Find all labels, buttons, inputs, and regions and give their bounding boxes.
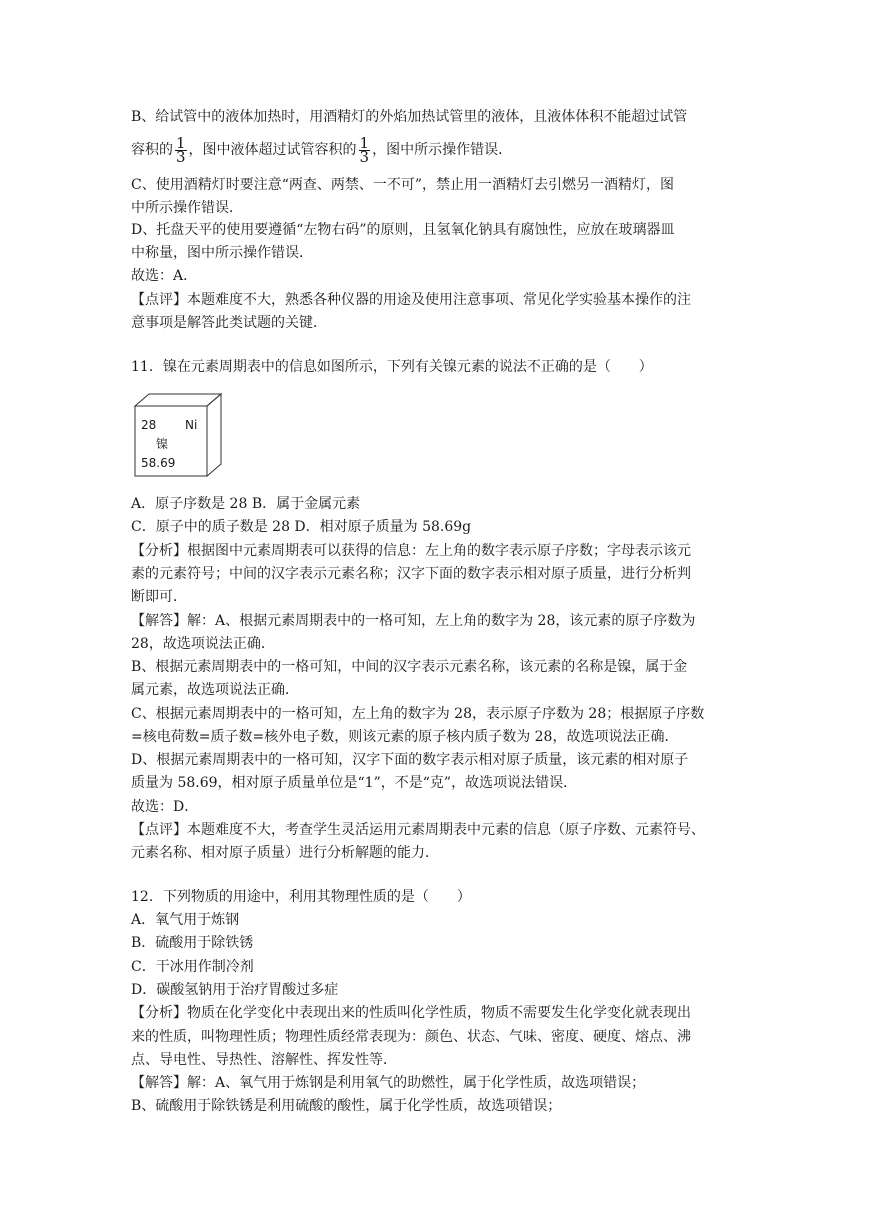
text-line: =核电荷数=质子数=核外电子数，则该元素的原子核内质子数为 28，故选项说法正确． — [131, 729, 679, 745]
option-line: D．碳酸氢钠用于治疗胃酸过多症 — [131, 982, 339, 998]
fraction-numerator: 1 — [176, 133, 186, 152]
option-line: C．干冰用作制冷剂 — [131, 959, 254, 975]
fraction-one-third — [175, 133, 187, 166]
text-line-with-fractions — [131, 133, 751, 166]
text-segment: 容积的 — [131, 142, 173, 158]
text-line: 中称量，图中所示操作错误． — [131, 245, 313, 261]
fraction-numerator: 1 — [359, 133, 370, 152]
atomic-number: 28 — [141, 418, 157, 432]
text-line: 【解答】解：A、根据元素周期表中的一格可知，左上角的数字为 28，该元素的原子序数为 — [131, 613, 696, 629]
text-line: B、根据元素周期表中的一格可知，中间的汉字表示元素名称，该元素的名称是镍，属于金 — [131, 659, 688, 675]
text-line: 元素名称、相对原子质量）进行分析解题的能力． — [131, 845, 439, 861]
text-line: 质量为 58.69，相对原子质量单位是“1”，不是“克”，故选项说法错误． — [131, 775, 578, 791]
text-line: B、给试管中的液体加热时，用酒精灯的外焰加热试管里的液体，且液体体积不能超过试管 — [131, 109, 688, 125]
text-line: B、硫酸用于除铁锈是利用硫酸的酸性，属于化学性质，故选项错误； — [131, 1098, 562, 1114]
text-line: 来的性质，叫物理性质；物理性质经常表现为：颜色、状态、气味、密度、硬度、熔点、沸 — [131, 1029, 691, 1045]
atomic-mass: 58.69 — [141, 456, 176, 470]
fraction-denominator: 3 — [359, 147, 370, 166]
question-12-title: 12．下列物质的用途中，利用其物理性质的是（ ） — [131, 889, 471, 905]
option-line: A．原子序数是 28 B．属于金属元素 — [131, 496, 361, 512]
text-line: 素的元素符号；中间的汉字表示元素名称；汉字下面的数字表示相对原子质量，进行分析判 — [131, 566, 691, 582]
text-line: 28，故选项说法正确． — [131, 636, 275, 652]
text-line: 故选：A． — [131, 268, 198, 284]
nickel-element-tile — [131, 392, 223, 478]
text-line: 断即可． — [131, 589, 187, 605]
fraction-denominator: 3 — [176, 147, 186, 166]
option-line: C．原子中的质子数是 28 D．相对原子质量为 58.69g — [131, 519, 472, 535]
text-line: 【点评】本题难度不大，考查学生灵活运用元素周期表中元素的信息（原子序数、元素符号、 — [131, 822, 705, 838]
text-line: 属元素，故选项说法正确． — [131, 682, 299, 698]
text-line: 【点评】本题难度不大，熟悉各种仪器的用途及使用注意事项、常见化学实验基本操作的注 — [131, 292, 691, 308]
text-line: D、根据元素周期表中的一格可知，汉字下面的数字表示相对原子质量，该元素的相对原子 — [131, 752, 689, 768]
option-line: A．氧气用于炼钢 — [131, 912, 240, 928]
text-line: D、托盘天平的使用要遵循“左物右码”的原则，且氢氧化钠具有腐蚀性，应放在玻璃器皿 — [131, 222, 675, 238]
element-name: 镍 — [156, 437, 169, 451]
text-line: C、使用酒精灯时要注意“两查、两禁、一不可”，禁止用一酒精灯去引燃另一酒精灯，图 — [131, 177, 675, 193]
text-segment: ，图中液体超过试管容积的 — [188, 142, 357, 158]
text-line: 【解答】解：A、氧气用于炼钢是利用氧气的助燃性，属于化学性质，故选项错误； — [131, 1075, 646, 1091]
text-line: 【分析】物质在化学变化中表现出来的性质叫化学性质，物质不需要发生化学变化就表现出 — [131, 1005, 691, 1021]
text-line: 【分析】根据图中元素周期表可以获得的信息：左上角的数字表示原子序数；字母表示该元 — [131, 543, 691, 559]
text-line: C、根据元素周期表中的一格可知，左上角的数字为 28，表示原子序数为 28；根据原子序数 — [131, 706, 705, 722]
question-11-title: 11．镍在元素周期表中的信息如图所示，下列有关镍元素的说法不正确的是（ ） — [131, 359, 653, 375]
element-symbol: Ni — [185, 418, 198, 432]
text-segment: ，图中所示操作错误． — [372, 142, 513, 158]
text-line: 故选：D． — [131, 799, 199, 815]
fraction-one-third — [359, 133, 371, 166]
option-line: B．硫酸用于除铁锈 — [131, 935, 254, 951]
text-line: 点、导电性、导热性、溶解性、挥发性等． — [131, 1052, 397, 1068]
text-line: 中所示操作错误． — [131, 200, 243, 216]
text-line: 意事项是解答此类试题的关键． — [131, 315, 327, 331]
